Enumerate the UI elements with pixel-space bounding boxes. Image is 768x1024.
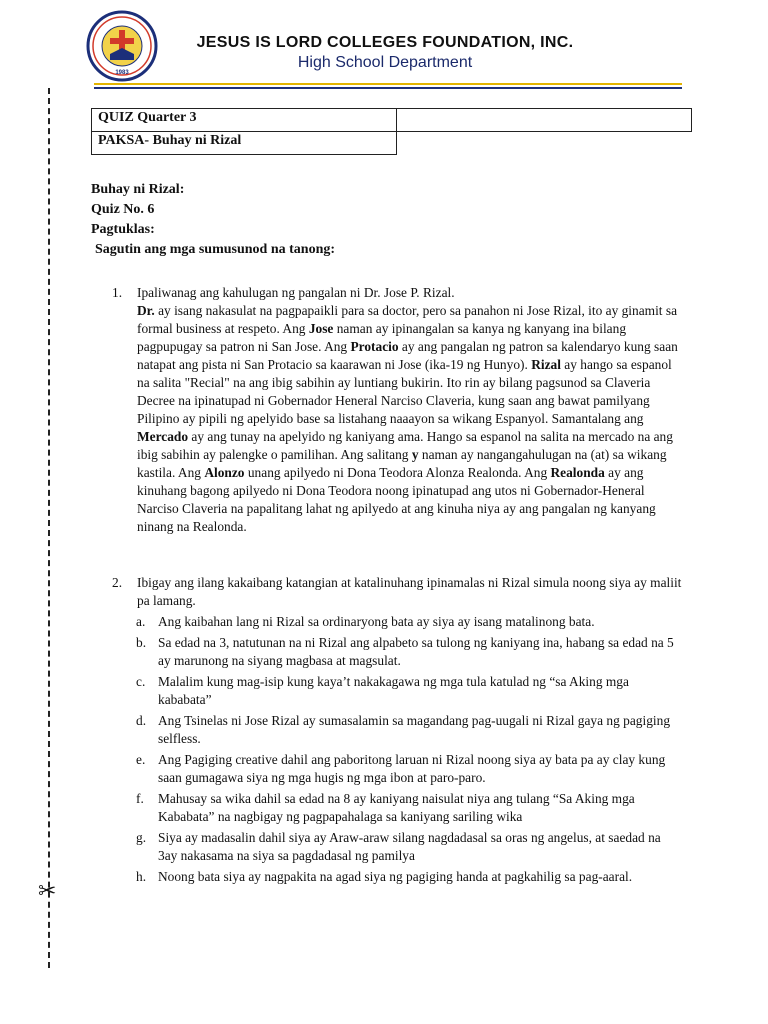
list-item: c. Malalim kung mag-isip kung kaya’t nakakagawa ng mga tula katulad ng “sa Aking mga kababata”: [136, 674, 629, 707]
quiz-headings: [91, 180, 335, 260]
header-rule-gold: [94, 83, 682, 85]
list-item: h. Noong bata siya ay nagpakita na agad siya ng pagiging handa at pagkahilig sa pag-aaral.: [136, 869, 633, 884]
quiz-number: Quiz No. 6: [91, 202, 155, 217]
quiz-info-table: [91, 108, 692, 155]
question-number: 1.: [112, 285, 123, 300]
answer-list: [132, 613, 677, 886]
section-label: Pagtuklas:: [91, 222, 155, 237]
cut-line: [48, 88, 50, 968]
svg-text:1983: 1983: [115, 70, 129, 76]
list-item: a. Ang kaibahan lang ni Rizal sa ordinaryong bata ay siya ay isang matalinong bata.: [136, 614, 595, 629]
question-text: Ipaliwanag ang kahulugan ng pangalan ni Dr. Jose P. Rizal.: [137, 285, 455, 300]
department-name: High School Department: [297, 54, 473, 71]
question-text: Ibigay ang ilang kakaibang katangian at katalinuhang ipinamalas ni Rizal simula noong siya ay maliit pa lamang.: [137, 575, 682, 608]
list-item: b. Sa edad na 3, natutunan na ni Rizal ang alpabeto sa tulong ng kaniyang ina, habang sa edad na 5 ay marunong na siyang magbasa at magsulat.: [136, 635, 674, 668]
table-row: [92, 132, 692, 155]
question-number: 2.: [112, 575, 123, 590]
scissors-icon: ✂: [38, 878, 57, 903]
list-item: f. Mahusay sa wika dahil sa edad na 8 ay kaniyang naisulat niya ang tulang “Sa Aking mga Kababata” na nagbigay ng pagpapahalaga sa kaniyang sariling wika: [136, 791, 635, 824]
quiz-quarter-cell: QUIZ Quarter 3: [92, 109, 397, 132]
answer-text: Dr. ay isang nakasulat na pagpapaikli para sa doctor, pero sa panahon ni Jose Rizal, ito ay ginamit sa formal business at respeto. Ang Jose naman ay ipinangalan sa kanya ng kanyang ina bilang pagpupugay sa patron ni San Jose. Ang Protacio ay ang pangalan ng patron sa kalendaryo kung saan natapat ang pista ni San Protacio sa kaarawan ni Jose (ika-19 ng Hunyo). Rizal ay hango sa espanol na salita "Recial" na ang ibig sabihin ay luntiang bukirin. Ito rin ay bilang pagsunod sa Claveria Decree na ipinatupad ni Gobernador Heneral Narciso Claveria, kung saan ang bawat pamilyang Pilipino ay pipili ng apelyido base sa listahang naaayon sa wikang Espanyol. Samantalang ang Mercado ay ang tunay na apelyido ng kaniyang ama. Hango sa espanol na salita na mercado na ang ibig sabihin ay palengke o pamilihan. Ang salitang y naman ay nangangahulugan na (at) sa wikang kastila. Ang Alonzo unang apilyedo ni Dona Teodora Alonza Realonda. Ang Realonda ay ang kinuhang bagong apilyedo ni Dona Teodora noong ipinatupad ang utos ni Gobernador-Heneral Narciso Claveria na papalitang lahat ng apilyedo at ang kinuha niya ay ang pangalan ng kanyang ninang na Realonda.: [137, 303, 678, 534]
question-1: [112, 284, 692, 536]
list-item: g. Siya ay madasalin dahil siya ay Araw-araw silang nagdadasal sa oras ng angelus, at saedad na 3ay nakasama na siya sa pagdadasal ng pamilya: [136, 830, 661, 863]
table-row: [92, 109, 692, 132]
list-item: e. Ang Pagiging creative dahil ang paboritong laruan ni Rizal noong siya ay bata pa ay clay kung saan gumagawa siya ng mga hugis ng mga ibon at paro-paro.: [136, 752, 666, 785]
instruction-text: Sagutin ang mga sumusunod na tanong:: [95, 242, 336, 257]
empty-cell: [397, 109, 692, 132]
school-seal-logo: [86, 10, 158, 82]
list-item: d. Ang Tsinelas ni Jose Rizal ay sumasalamin sa magandang pag-uugali ni Rizal gaya ng pagiging selfless.: [136, 713, 671, 746]
organization-name: JESUS IS LORD COLLEGES FOUNDATION, INC.: [196, 34, 574, 51]
question-2: [112, 574, 692, 886]
header-rule-blue: [94, 87, 682, 89]
quiz-title: Buhay ni Rizal:: [91, 182, 185, 197]
topic-cell: PAKSA- Buhay ni Rizal: [92, 132, 397, 155]
